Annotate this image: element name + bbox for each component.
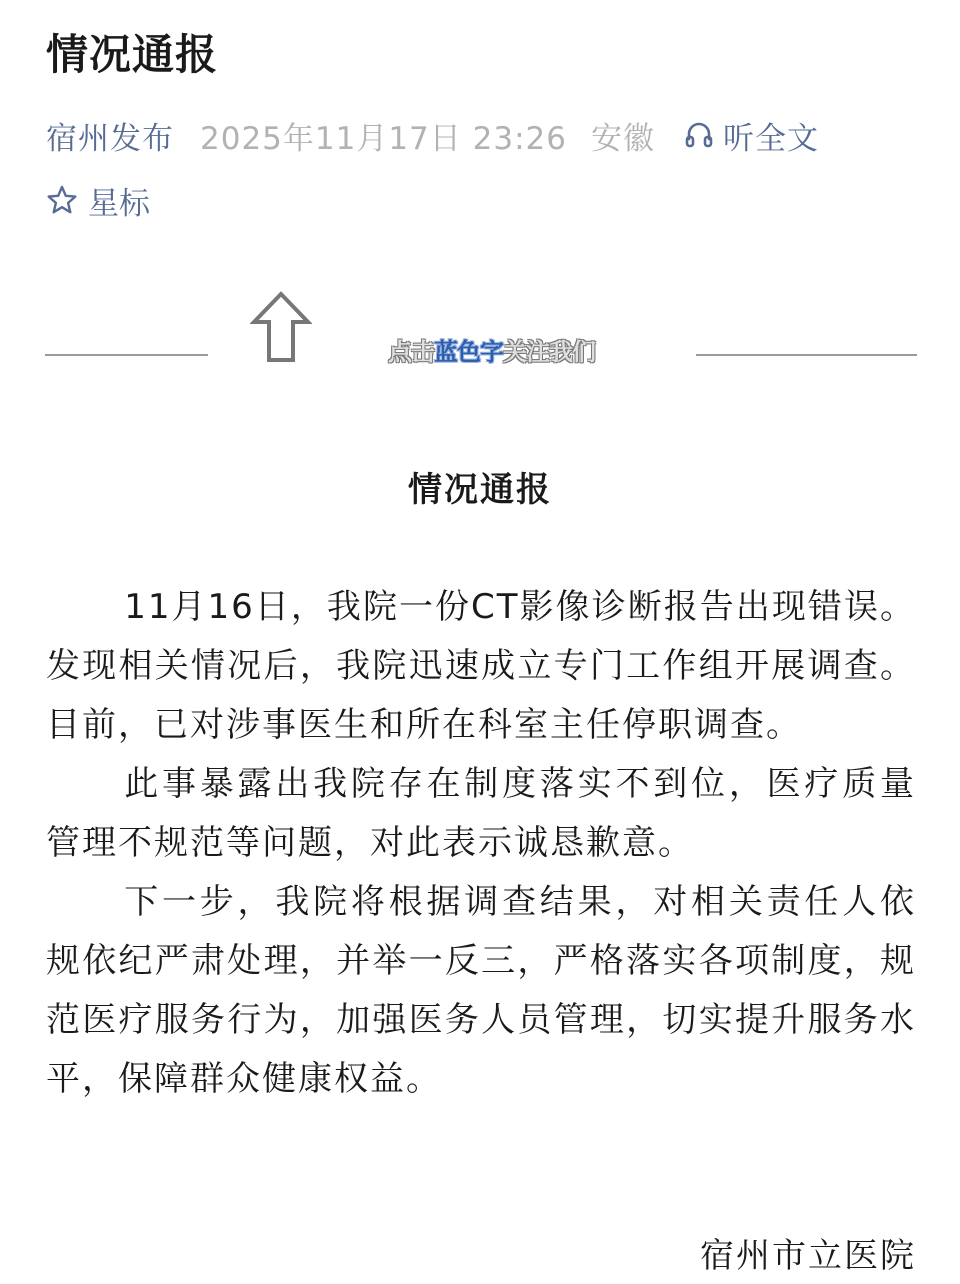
publish-date: 2025年11月17日 23:26 xyxy=(200,120,567,157)
listen-button[interactable] xyxy=(683,113,819,158)
listen-label: 听全文 xyxy=(722,120,819,157)
star-label: 星标 xyxy=(88,185,150,222)
article-paragraph: 11月16日，我院一份CT影像诊断报告出现错误。发现相关情况后，我院迅速成立专门工作组开展调查。目前，已对涉事医生和所在科室主任停职调查。 xyxy=(46,587,916,745)
star-button[interactable] xyxy=(46,178,150,222)
banner-divider-right xyxy=(696,354,917,356)
follow-us-text xyxy=(388,332,595,367)
follow-suffix: 关注我们 xyxy=(503,338,595,366)
account-name-link[interactable]: 宿州发布 xyxy=(46,120,174,157)
star-outline-icon xyxy=(46,184,78,216)
banner-divider-left xyxy=(45,354,208,356)
article-heading: 情况通报 xyxy=(408,470,552,510)
follow-banner[interactable] xyxy=(0,288,960,398)
article-body xyxy=(46,578,916,1109)
follow-highlight: 蓝色字 xyxy=(434,338,503,366)
up-arrow-icon xyxy=(250,290,312,364)
follow-prefix: 点击 xyxy=(388,338,434,366)
region-label: 安徽 xyxy=(590,120,655,157)
headphones-icon xyxy=(683,119,715,151)
article-paragraph: 此事暴露出我院存在制度落实不到位，医疗质量管理不规范等问题，对此表示诚恳歉意。 xyxy=(46,764,916,863)
article-signature: 宿州市立医院 xyxy=(700,1236,916,1276)
page-title: 情况通报 xyxy=(46,30,219,79)
article-meta xyxy=(46,112,819,158)
article-paragraph: 下一步，我院将根据调查结果，对相关责任人依规依纪严肃处理，并举一反三，严格落实各项制度，规范医疗服务行为，加强医务人员管理，切实提升服务水平，保障群众健康权益。 xyxy=(46,882,916,1099)
